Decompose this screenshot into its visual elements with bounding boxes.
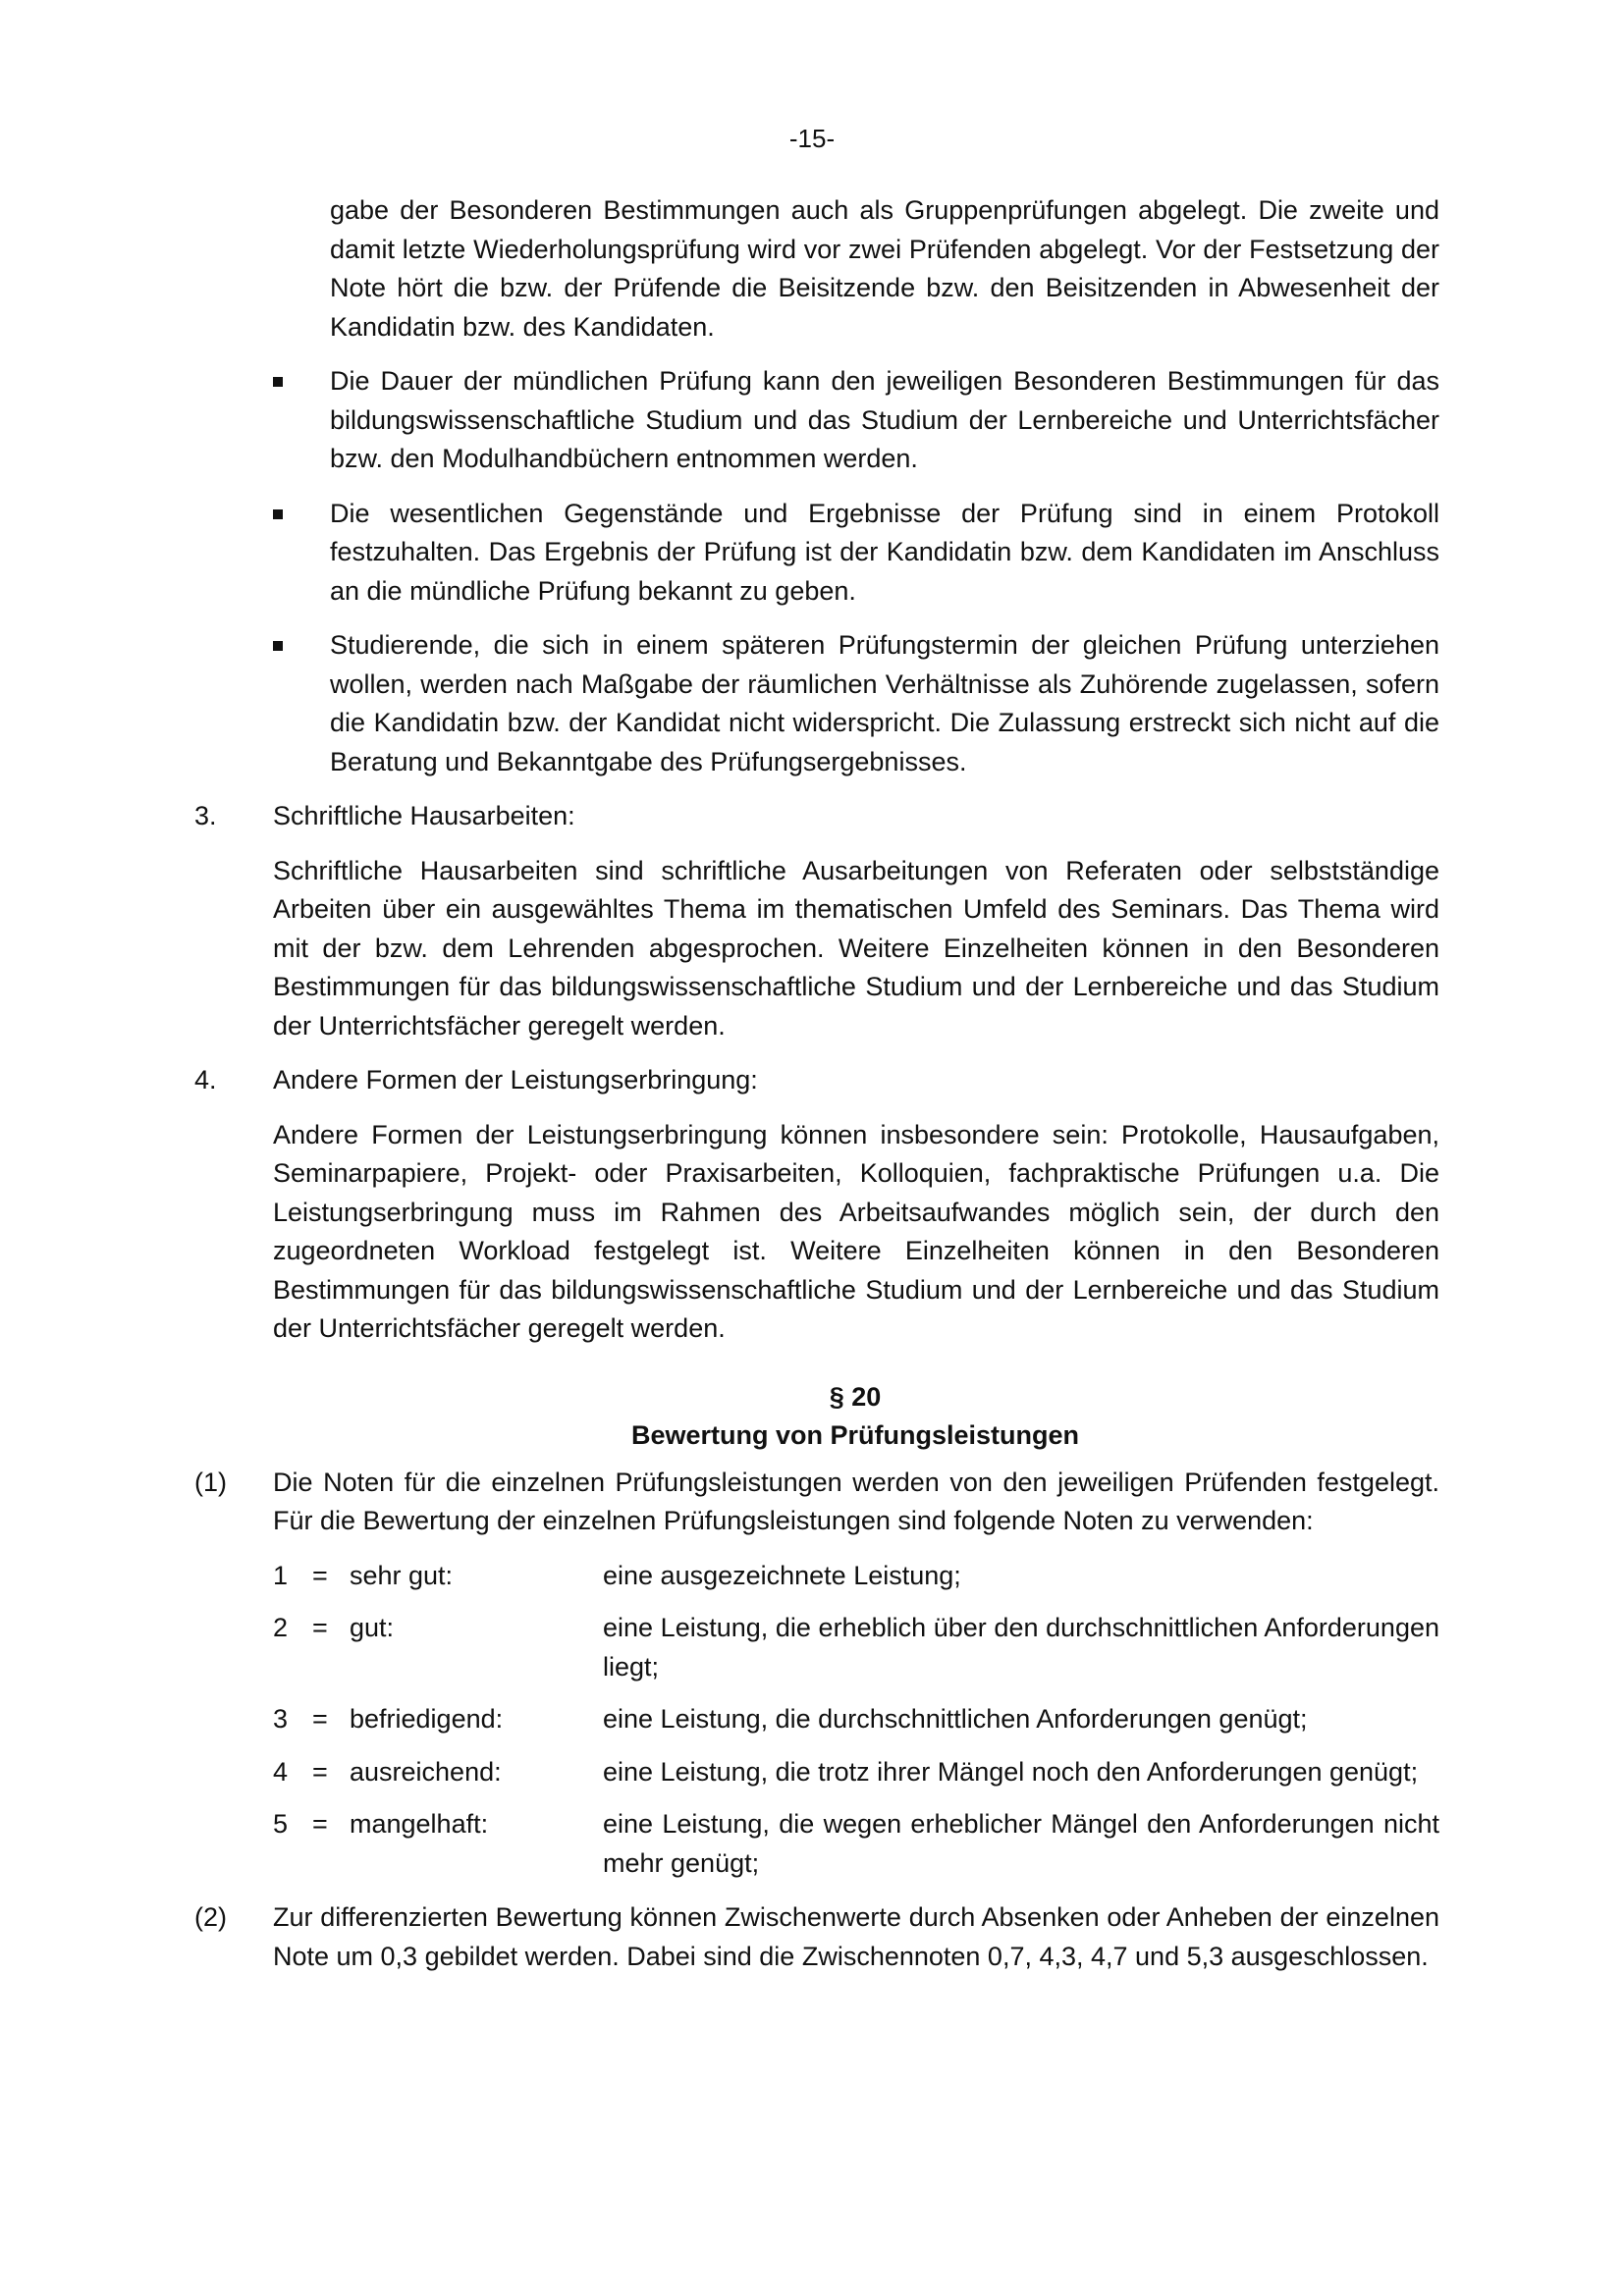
paragraph-number: (1) xyxy=(194,1467,227,1497)
continuation-paragraph: gabe der Besonderen Bestimmungen auch als Gruppenprüfungen abgelegt. Die zweite und damit letzte Wiederholungsprüfung wird vor zwei Prüfenden abgelegt. Vor der Festsetzung der Note hört die bzw. der Prüfende die Beisitzende bzw. den Beisitzenden in Abwesenheit der Kandidatin bzw. des Kandidaten. xyxy=(330,195,1439,342)
grade-equals: = xyxy=(312,1613,328,1642)
grade-label: mangelhaft: xyxy=(350,1809,489,1839)
grade-number: 1 xyxy=(273,1560,289,1590)
grade-label: gut: xyxy=(350,1613,395,1642)
paragraph-1 xyxy=(194,1464,1439,1541)
paragraph-text: Die Noten für die einzelnen Prüfungsleistungen werden von den jeweiligen Prüfenden festgelegt. Für die Bewertung der einzelnen Prüfungsleistungen sind folgende Noten zu verwenden: xyxy=(273,1467,1439,1535)
grade-number: 4 xyxy=(273,1756,289,1787)
grade-description: eine Leistung, die durchschnittlichen Anforderungen genügt; xyxy=(603,1704,1308,1734)
grade-equals: = xyxy=(312,1560,328,1590)
grade-number: 5 xyxy=(273,1809,289,1839)
item-text: Schriftliche Hausarbeiten sind schriftliche Ausarbeitungen von Referaten oder selbstständige Arbeiten über ein ausgewähltes Thema im thematischen Umfeld des Seminars. Das Thema wird mit der bzw. dem Lehrenden abgesprochen. Weitere Einzelheiten können in den Besonderen Bestimmungen für das bildungswissenschaftliche Studium und der Lernbereiche und das Studium der Unterrichtsfächer geregelt werden. xyxy=(273,855,1439,1041)
grade-number: 2 xyxy=(273,1613,289,1642)
grade-description: eine Leistung, die erheblich über den durchschnittlichen Anforderungen liegt; xyxy=(603,1613,1439,1682)
grade-description: eine ausgezeichnete Leistung; xyxy=(603,1560,961,1590)
section-number: § 20 xyxy=(829,1381,882,1412)
grade-label: ausreichend: xyxy=(350,1756,502,1787)
grade-row xyxy=(273,1557,1439,1596)
document-body xyxy=(194,191,1439,1992)
grade-row xyxy=(273,1805,1439,1883)
grade-equals: = xyxy=(312,1756,328,1787)
item-number: 3. xyxy=(194,801,217,830)
square-bullet-icon xyxy=(273,377,283,387)
page-number: -15- xyxy=(788,124,836,153)
square-bullet-icon xyxy=(273,641,283,651)
bullet-text: Die wesentlichen Gegenstände und Ergebnisse der Prüfung sind in einem Protokoll festzuhalten. Das Ergebnis der Prüfung ist der Kandidatin bzw. dem Kandidaten im Anschluss an die mündliche Prüfung bekannt zu geben. xyxy=(330,498,1439,606)
item-title: Schriftliche Hausarbeiten: xyxy=(273,801,575,830)
grade-equals: = xyxy=(312,1809,328,1839)
paragraph-number: (2) xyxy=(194,1902,227,1932)
grade-number: 3 xyxy=(273,1704,289,1734)
bullet-item xyxy=(194,626,1439,781)
bullet-item xyxy=(194,495,1439,612)
section-title: Bewertung von Prüfungsleistungen xyxy=(630,1420,1080,1450)
numbered-item xyxy=(194,797,1439,1045)
grade-row xyxy=(273,1609,1439,1686)
grade-description: eine Leistung, die wegen erheblicher Mängel den Anforderungen nicht mehr genügt; xyxy=(603,1809,1439,1878)
bullet-item xyxy=(194,362,1439,479)
grade-description: eine Leistung, die trotz ihrer Mängel noch den Anforderungen genügt; xyxy=(603,1756,1419,1787)
paragraph-text: Zur differenzierten Bewertung können Zwischenwerte durch Absenken oder Anheben der einzelnen Note um 0,3 gebildet werden. Dabei sind die Zwischennoten 0,7, 4,3, 4,7 und 5,3 ausgeschlossen. xyxy=(273,1902,1439,1971)
grade-equals: = xyxy=(312,1704,328,1734)
bullet-text: Studierende, die sich in einem späteren Prüfungstermin der gleichen Prüfung unterziehen wollen, werden nach Maßgabe der räumlichen Verhältnisse als Zuhörende zugelassen, sofern die Kandidatin bzw. der Kandidat nicht widerspricht. Die Zulassung erstreckt sich nicht auf die Beratung und Bekanntgabe des Prüfungsergebnisses. xyxy=(330,630,1439,776)
item-number: 4. xyxy=(194,1065,217,1095)
item-text: Andere Formen der Leistungserbringung können insbesondere sein: Protokolle, Hausaufgaben, Seminarpapiere, Projekt- oder Praxisarbeiten, Kolloquien, fachpraktische Prüfungen u.a. Die Leistungserbringung muss im Rahmen des Arbeitsaufwandes möglich sein, der durch den zugeordneten Workload festgelegt ist. Weitere Einzelheiten können in den Besonderen Bestimmungen für das bildungswissenschaftliche Studium und der Lernbereiche und das Studium der Unterrichtsfächer geregelt werden. xyxy=(273,1119,1439,1343)
paragraph-2 xyxy=(194,1898,1439,1976)
item-title: Andere Formen der Leistungserbringung: xyxy=(273,1065,758,1095)
grade-label: befriedigend: xyxy=(350,1704,504,1734)
numbered-item xyxy=(194,1061,1439,1349)
grade-row xyxy=(273,1753,1439,1792)
grade-table xyxy=(273,1557,1439,1884)
square-bullet-icon xyxy=(273,509,283,519)
bullet-text: Die Dauer der mündlichen Prüfung kann den jeweiligen Besonderen Bestimmungen für das bildungswissenschaftliche Studium und das Studium der Lernbereiche und Unterrichtsfächer bzw. den Modulhandbüchern entnommen werden. xyxy=(330,366,1439,473)
section-heading xyxy=(194,1378,1439,1456)
grade-label: sehr gut: xyxy=(350,1560,454,1590)
grade-row xyxy=(273,1700,1439,1739)
